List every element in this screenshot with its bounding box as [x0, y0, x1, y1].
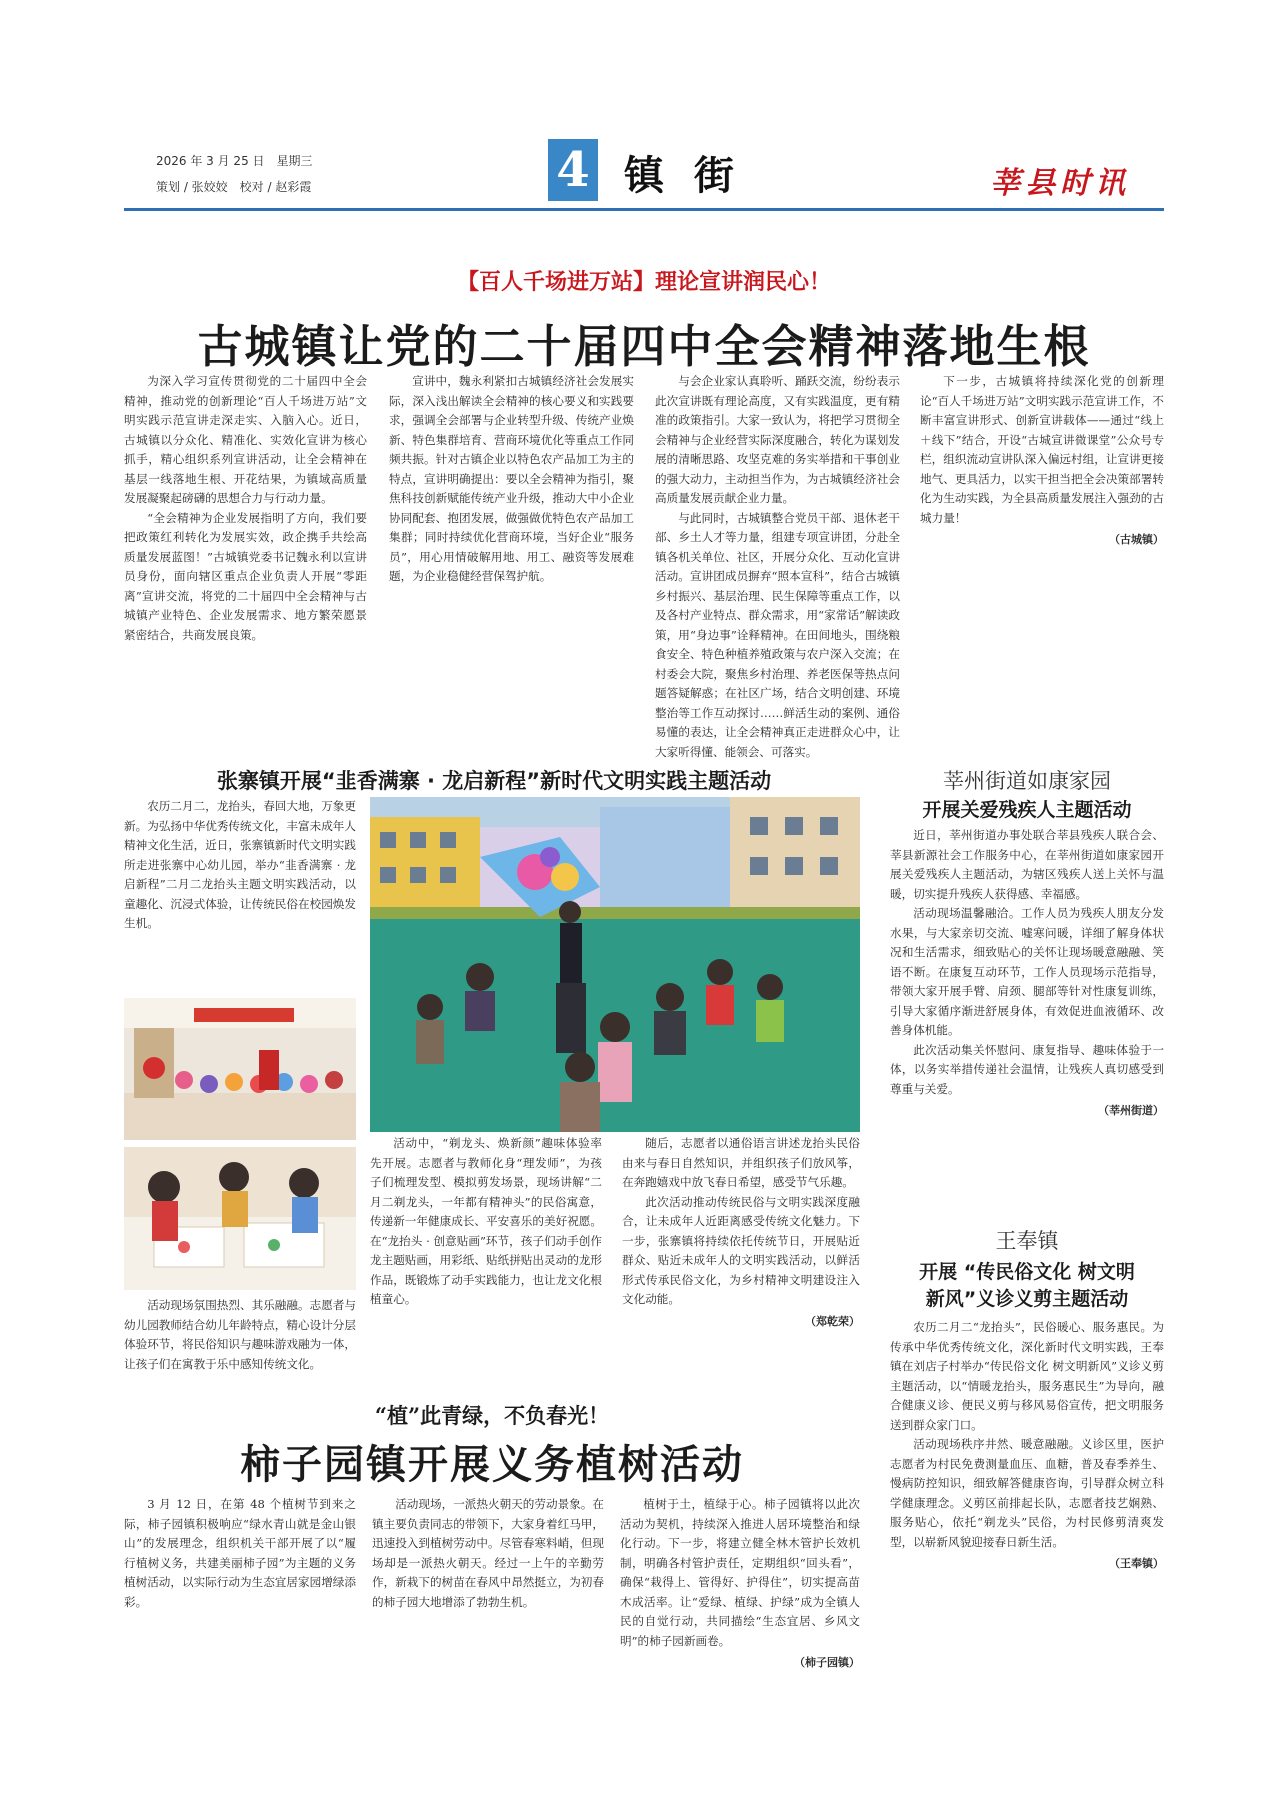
article3-headline: 开展关爱残疾人主题活动 — [922, 799, 1132, 821]
header-rule — [124, 208, 1164, 211]
header-date: 2026 年 3 月 25 日 星期三 — [156, 154, 313, 168]
painting-photo — [124, 1147, 356, 1290]
page-number: 4 — [556, 142, 590, 198]
article3-paragraph: 此次活动集关怀慰问、康复指导、趣味体验于一体，以务实举措传递社会温情，让残疾人真切感受到尊重与关爱。 — [890, 1042, 1164, 1096]
article4-kicker: 王奉镇 — [995, 1229, 1059, 1253]
article2-byline: （郑乾荣） — [805, 1314, 860, 1328]
kite-photo-art — [370, 797, 860, 1132]
article4-paragraph: 活动现场秩序井然、暖意融融。义诊区里，医护志愿者为村民免费测量血压、血糖，普及春季养生、慢病防控知识，细致解答健康咨询，引导群众树立科学健康理念。义剪区前排起长队，志愿者技艺娴熟、服务贴心，依托“剃龙头”民俗，为村民修剪清爽发型，以崭新风貌迎接春日新生活。 — [890, 1437, 1164, 1549]
article2-paragraph: 随后，志愿者以通俗语言讲述龙抬头民俗由来与春日自然知识，并组织孩子们放风筝，在奔跑嬉戏中放飞春日希望，感受节气乐趣。 — [622, 1136, 860, 1189]
article1-col1 — [124, 372, 367, 645]
article4-headline-line1: 开展 “传民俗文化 树文明 — [919, 1261, 1135, 1283]
article1-col4 — [920, 372, 1164, 550]
article3-paragraph: 活动现场温馨融洽。工作人员为残疾人朋友分发水果，与大家亲切交流、嘘寒问暖，详细了解身体状况和生活需求，细致贴心的关怀让现场暖意融融、笑语不断。在康复互动环节，工作人员现场示范指导，带领大家开展手臂、肩颈、腿部等针对性康复训练，引导大家循序渐进舒展身体，有效促进血液循环、改善身体机能。 — [890, 906, 1164, 1037]
article2-paragraph: 活动中，“剃龙头、焕新颜”趣味体验率先开展。志愿者与教师化身“理发师”，为孩子们梳理发型、模拟剪发场景，现场讲解“二月二剃龙头，一年都有精神头”的民俗寓意，传递新一年健康成长、平安喜乐的美好祝愿。在“龙抬头 · 创意贴画”环节，孩子们动手创作龙主题贴画，用彩纸、贴纸拼贴出灵动的龙形作品，既锻炼了动手实践能力，也让龙文化根植童心。 — [370, 1136, 602, 1306]
article3-byline: （莘州街道） — [1098, 1104, 1164, 1117]
painting-photo-art — [124, 1147, 356, 1290]
article4-paragraph: 农历二月二“龙抬头”，民俗暖心、服务惠民。为传承中华优秀传统文化，深化新时代文明实践，王奉镇在刘店子村举办“传民俗文化 树文明新风”义诊义剪主题活动，以“情暖龙抬头，服务惠民生”为导向，融合健康义诊、便民义剪与移风易俗宣传，把文明服务送到群众家门口。 — [890, 1320, 1164, 1432]
article5-col3 — [620, 1495, 860, 1673]
article1-col2 — [389, 372, 634, 587]
header-credits: 策划 / 张姣姣 校对 / 赵彩霞 — [156, 180, 312, 194]
article4-headline-line2: 新风”义诊义剪主题活动 — [925, 1288, 1129, 1310]
article1-byline: （古城镇） — [1109, 533, 1164, 546]
article5-paragraph: 活动现场，一派热火朝天的劳动景象。在镇主要负责同志的带领下，大家身着红马甲，迅速投入到植树劳动中。尽管春寒料峭，但现场却是一派热火朝天。经过一上午的辛勤劳作，新栽下的树苗在春风中昂然挺立，为初春的柿子园大地增添了勃勃生机。 — [372, 1497, 604, 1609]
classroom-photo-art — [124, 998, 356, 1140]
article1-paragraph: 为深入学习宣传贯彻党的二十届四中全会精神，推动党的创新理论“百人千场进万站”文明实践示范宣讲走深走实、入脑入心。近日，古城镇以分众化、精准化、实效化宣讲为核心抓手，精心组织系列宣讲活动，让全会精神在基层一线落地生根、开花结果，为镇域高质量发展凝聚起磅礴的思想合力与行动力量。 — [124, 374, 367, 505]
article5-headline: 柿子园镇开展义务植树活动 — [240, 1442, 744, 1488]
article1-paragraph: 与此同时，古城镇整合党员干部、退休老干部、乡土人才等力量，组建专项宣讲团，分赴全镇各机关单位、社区，开展分众化、互动化宣讲活动。宣讲团成员摒弃“照本宣科”，结合古城镇乡村振兴、基层治理、民生保障等重点工作，以及各村产业特点、群众需求，用“家常话”解读政策，用“身边事”诠释精神。在田间地头，围绕粮食安全、特色种植养殖政策与农户深入交流；在村委会大院，聚焦乡村治理、养老医保等热点问题答疑解惑；在社区广场，结合文明创建、环境整治等工作互动探讨……鲜活生动的案例、通俗易懂的表达，让全会精神真正走进群众心中，让大家听得懂、能领会、可落实。 — [655, 510, 900, 759]
article1-kicker: 【百人千场进万站】理论宣讲润民心！ — [456, 269, 831, 295]
article5-kicker: “植”此青绿，不负春光！ — [374, 1403, 610, 1428]
article1-paragraph: 宣讲中，魏永利紧扣古城镇经济社会发展实际，深入浅出解读全会精神的核心要义和实践要求，强调全会部署与企业转型升级、传统产业焕新、特色集群培育、营商环境优化等重点工作同频共振。针对古镇企业以特色农产品加工为主的特点，宣讲明确提出：要以全会精神为指引，聚焦科技创新赋能传统产业升级，推动大中小企业协同配套、抱团发展，做强做优特色农产品加工集群；同时持续优化营商环境，当好企业“服务员”，用心用情破解用地、用工、融资等发展难题，为企业稳健经营保驾护航。 — [389, 374, 634, 583]
article4-byline: （王奉镇） — [1109, 1557, 1164, 1570]
article5-paragraph: 3 月 12 日，在第 48 个植树节到来之际，柿子园镇积极响应“绿水青山就是金山银山”的发展理念，组织机关干部开展了以“履行植树义务，共建美丽柿子园”为主题的义务植树活动，以实际行动为生态宜居家园增绿添彩。 — [124, 1497, 356, 1609]
article2-col1-bottom — [124, 1296, 356, 1374]
classroom-photo — [124, 998, 356, 1140]
article2-paragraph: 活动现场氛围热烈、其乐融融。志愿者与幼儿园教师结合幼儿年龄特点，精心设计分层体验环节，将民俗知识与趣味游戏融为一体，让孩子们在寓教于乐中感知传统文化。 — [124, 1298, 356, 1371]
article2-paragraph: 此次活动推动传统民俗与文明实践深度融合，让未成年人近距离感受传统文化魅力。下一步，张寨镇将持续依托传统节日，开展贴近群众、贴近未成年人的文明实践活动，以鲜活形式传承民俗文化，为乡村精神文明建设注入文化动能。 — [622, 1194, 860, 1306]
article1-paragraph: 与会企业家认真聆听、踊跃交流，纷纷表示此次宣讲既有理论高度，又有实践温度，更有精准的政策指引。大家一致认为，将把学习贯彻全会精神与企业经营实际深度融合，转化为谋划发展的清晰思路、攻坚克难的务实举措和干事创业的强大动力，主动担当作为，为古城镇经济社会高质量发展贡献企业力量。 — [655, 374, 900, 505]
article1-paragraph: 下一步，古城镇将持续深化党的创新理论“百人千场进万站”文明实践示范宣讲工作，不断丰富宣讲形式、创新宣讲载体——通过“线上＋线下”结合，开设“古城宣讲微课堂”公众号专栏，组织流动宣讲队深入偏远村组，让宣讲更接地气、更具活力，以实干担当把全会决策部署转化为生动实践，为全县高质量发展注入强劲的古城力量！ — [920, 374, 1164, 525]
article1-paragraph: “全会精神为企业发展指明了方向，我们要把政策红利转化为发展实效，政企携手共绘高质量发展蓝图！”古城镇党委书记魏永利以宣讲员身份，面向辖区重点企业负责人开展“零距离”宣讲交流，将党的二十届四中全会精神与古城镇产业特色、企业发展需求、地方繁荣愿景紧密结合，共商发展良策。 — [124, 510, 367, 642]
masthead-logo: 莘县时讯 — [990, 166, 1130, 201]
article5-col1 — [124, 1495, 356, 1612]
article2-paragraph: 农历二月二，龙抬头，春回大地，万象更新。为弘扬中华优秀传统文化，丰富未成年人精神文化生活，近日，张寨镇新时代文明实践所走进张寨中心幼儿园，举办“韭香满寨 · 龙启新程”二月二龙抬头主题文明实践活动，以童趣化、沉浸式体验，让传统民俗在校园焕发生机。 — [124, 799, 356, 930]
article5-paragraph: 植树于土，植绿于心。柿子园镇将以此次活动为契机，持续深入推进人居环境整治和绿化行动。下一步，将建立健全林木管护长效机制，明确各村管护责任，定期组织“回头看”，确保“栽得上、管得好、护得住”，切实提高苗木成活率。让“爱绿、植绿、护绿”成为全镇人民的自觉行动，共同描绘“生态宜居、乡风文明”的柿子园新画卷。 — [620, 1497, 860, 1648]
kite-photo — [370, 797, 860, 1132]
article2-col1-top — [124, 797, 356, 934]
article2-col3 — [622, 1134, 860, 1331]
article5-byline: （柿子园镇） — [794, 1656, 860, 1669]
article1-col3 — [655, 372, 900, 762]
article3-body — [890, 826, 1164, 1121]
article3-kicker: 莘州街道如康家园 — [943, 769, 1111, 793]
article2-headline: 张寨镇开展“韭香满寨 · 龙启新程”新时代文明实践主题活动 — [216, 769, 772, 793]
article3-paragraph: 近日，莘州街道办事处联合莘县残疾人联合会、莘县新源社会工作服务中心，在莘州街道如康家园开展关爱残疾人主题活动，为辖区残疾人送上关怀与温暖，切实提升残疾人获得感、幸福感。 — [890, 828, 1164, 901]
article1-headline: 古城镇让党的二十届四中全会精神落地生根 — [197, 320, 1091, 373]
article4-body — [890, 1318, 1164, 1574]
article2-col2 — [370, 1134, 602, 1310]
article5-col2 — [372, 1495, 604, 1612]
section-title: 镇 街 — [624, 152, 742, 199]
